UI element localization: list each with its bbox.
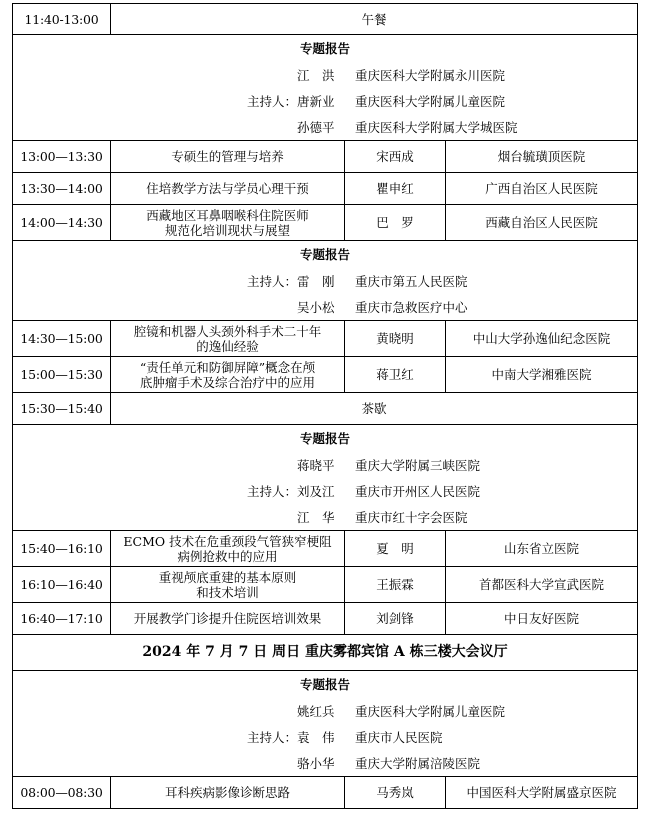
- session-block: [13, 425, 638, 531]
- topic-line: 和技术培训: [196, 584, 259, 600]
- time-cell: 15:00—15:30: [13, 357, 111, 393]
- host-name: 江 华: [297, 509, 335, 525]
- topic-cell: 住培教学方法与学员心理干预: [111, 173, 345, 205]
- speaker-cell: 巴 罗: [345, 205, 446, 241]
- host-line: [13, 294, 637, 320]
- speaker-cell: 王振霖: [345, 567, 446, 603]
- talk-row: [13, 141, 638, 173]
- host-line: [13, 88, 637, 114]
- topic-cell: [111, 321, 345, 357]
- host-line: [13, 504, 637, 530]
- speaker-cell: 夏 明: [345, 531, 446, 567]
- topic-line: 西藏地区耳鼻咽喉科住院医师: [146, 207, 309, 223]
- host-line: [13, 452, 637, 478]
- topic-cell: 专硕生的管理与培养: [111, 141, 345, 173]
- host-org: 重庆医科大学附属儿童医院: [355, 93, 506, 109]
- topic-cell: 开展教学门诊提升住院医培训效果: [111, 603, 345, 635]
- time-cell: 13:00—13:30: [13, 141, 111, 173]
- host-name: 刘及江: [297, 483, 335, 499]
- org-cell: 烟台毓璜顶医院: [446, 141, 638, 173]
- host-name: 骆小华: [297, 755, 335, 771]
- org-cell: 山东省立医院: [446, 531, 638, 567]
- host-org: 重庆医科大学附属永川医院: [355, 67, 506, 83]
- host-org: 重庆市人民医院: [355, 729, 443, 745]
- speaker-cell: 黄晓明: [345, 321, 446, 357]
- time-cell: 16:10—16:40: [13, 567, 111, 603]
- session-title: 专题报告: [299, 677, 350, 692]
- topic-line: 规范化培训现状与展望: [164, 222, 290, 238]
- host-org: 重庆医科大学附属大学城医院: [355, 119, 518, 135]
- tea-row: [13, 393, 638, 425]
- session-title: 专题报告: [299, 431, 350, 446]
- time-cell: 14:00—14:30: [13, 205, 111, 241]
- talk-row: [13, 357, 638, 393]
- speaker-cell: 瞿申红: [345, 173, 446, 205]
- talk-row: [13, 777, 638, 809]
- talk-row: [13, 321, 638, 357]
- host-line: [13, 268, 637, 294]
- topic-cell: [111, 531, 345, 567]
- host-org: 重庆医科大学附属儿童医院: [355, 703, 506, 719]
- topic-cell: [111, 567, 345, 603]
- break-label: 午餐: [111, 4, 638, 35]
- host-name: 蒋晓平: [297, 457, 335, 473]
- org-cell: 中国医科大学附属盛京医院: [446, 777, 638, 809]
- lunch-row: [13, 4, 638, 35]
- host-label: 主持人：: [246, 273, 297, 289]
- topic-line: 底肿瘤手术及综合治疗中的应用: [139, 374, 315, 390]
- speaker-cell: 马秀岚: [345, 777, 446, 809]
- topic-line: 重视颅底重建的基本原则: [158, 569, 297, 585]
- host-label: 主持人：: [246, 483, 297, 499]
- topic-line: 腔镜和机器人头颈外科手术二十年: [133, 323, 322, 339]
- topic-line: ECMO 技术在危重颈段气管狭窄梗阻: [123, 533, 332, 549]
- session-block: [13, 671, 638, 777]
- host-org: 重庆市急救医疗中心: [355, 299, 468, 315]
- talk-row: [13, 531, 638, 567]
- host-org: 重庆大学附属涪陵医院: [355, 755, 481, 771]
- host-line: [13, 698, 637, 724]
- talk-row: [13, 603, 638, 635]
- org-cell: 首都医科大学宣武医院: [446, 567, 638, 603]
- host-line: [13, 724, 637, 750]
- org-cell: 中日友好医院: [446, 603, 638, 635]
- time-cell: 11:40-13:00: [13, 4, 111, 35]
- host-line: [13, 114, 637, 140]
- host-label: 主持人：: [246, 93, 297, 109]
- schedule-table: [12, 3, 638, 809]
- host-org: 重庆市第五人民医院: [355, 273, 468, 289]
- host-name: 姚红兵: [297, 703, 335, 719]
- topic-line: “责任单元和防御屏障”概念在颅: [139, 359, 316, 375]
- speaker-cell: 刘剑锋: [345, 603, 446, 635]
- org-cell: 西藏自治区人民医院: [446, 205, 638, 241]
- topic-line: 病例抢救中的应用: [177, 548, 278, 564]
- talk-row: [13, 567, 638, 603]
- time-cell: 13:30—14:00: [13, 173, 111, 205]
- topic-line: 的逸仙经验: [196, 338, 259, 354]
- host-line: [13, 62, 637, 88]
- time-cell: 15:30—15:40: [13, 393, 111, 425]
- host-name: 袁 伟: [297, 729, 335, 745]
- host-name: 唐新业: [297, 93, 335, 109]
- host-name: 吴小松: [297, 299, 335, 315]
- host-line: [13, 750, 637, 776]
- host-name: 江 洪: [297, 67, 335, 83]
- day-header: 2024 年 7 月 7 日 周日 重庆雾都宾馆 A 栋三楼大会议厅: [13, 635, 638, 671]
- topic-cell: [111, 205, 345, 241]
- session-block: [13, 35, 638, 141]
- org-cell: 中山大学孙逸仙纪念医院: [446, 321, 638, 357]
- host-name: 孙德平: [297, 119, 335, 135]
- host-line: [13, 478, 637, 504]
- org-cell: 中南大学湘雅医院: [446, 357, 638, 393]
- topic-cell: 耳科疾病影像诊断思路: [111, 777, 345, 809]
- talk-row: [13, 173, 638, 205]
- talk-row: [13, 205, 638, 241]
- speaker-cell: 蒋卫红: [345, 357, 446, 393]
- time-cell: 15:40—16:10: [13, 531, 111, 567]
- host-name: 雷 刚: [297, 273, 335, 289]
- session-title: 专题报告: [299, 247, 350, 262]
- time-cell: 08:00—08:30: [13, 777, 111, 809]
- time-cell: 14:30—15:00: [13, 321, 111, 357]
- host-org: 重庆市开州区人民医院: [355, 483, 481, 499]
- session-block: [13, 241, 638, 321]
- host-label: 主持人：: [246, 729, 297, 745]
- break-label: 茶歇: [111, 393, 638, 425]
- speaker-cell: 宋西成: [345, 141, 446, 173]
- time-cell: 16:40—17:10: [13, 603, 111, 635]
- session-title: 专题报告: [299, 41, 350, 56]
- org-cell: 广西自治区人民医院: [446, 173, 638, 205]
- day-header-row: [13, 635, 638, 671]
- topic-cell: [111, 357, 345, 393]
- host-org: 重庆市红十字会医院: [355, 509, 468, 525]
- host-org: 重庆大学附属三峡医院: [355, 457, 481, 473]
